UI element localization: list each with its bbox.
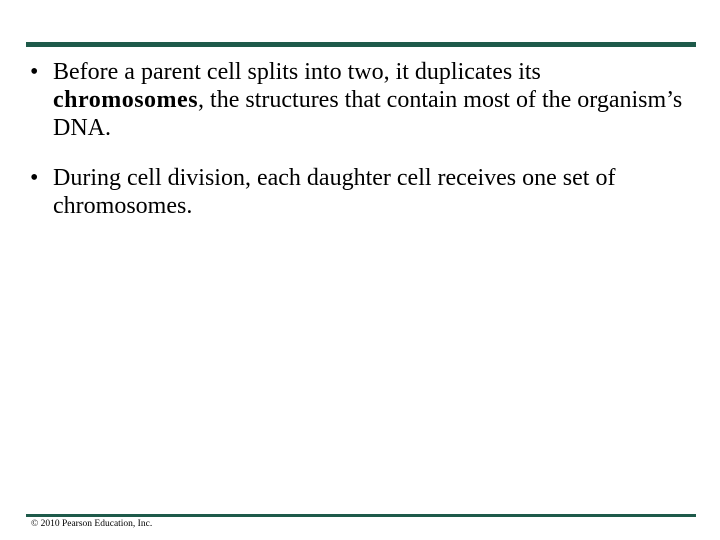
bullet-item-chromosome-duplication — [30, 58, 690, 142]
bullet-text: During cell division, each daughter cell receives one set of chromosomes. — [53, 165, 616, 219]
bullet-item-cell-division — [30, 164, 690, 220]
bullet-marker: • — [30, 165, 39, 191]
bullet-text-after: , the structures that contain most of the organism’s DNA. — [53, 87, 683, 141]
bullet-text — [53, 59, 682, 141]
key-term-chromosomes: chromosomes — [53, 87, 199, 113]
bullet-marker: • — [30, 59, 39, 85]
top-divider — [26, 42, 696, 47]
bottom-divider — [26, 514, 696, 517]
bullet-text-before: Before a parent cell splits into two, it duplicates its — [53, 59, 541, 85]
bullet-list — [30, 58, 690, 220]
copyright-notice: © 2010 Pearson Education, Inc. — [31, 519, 153, 529]
